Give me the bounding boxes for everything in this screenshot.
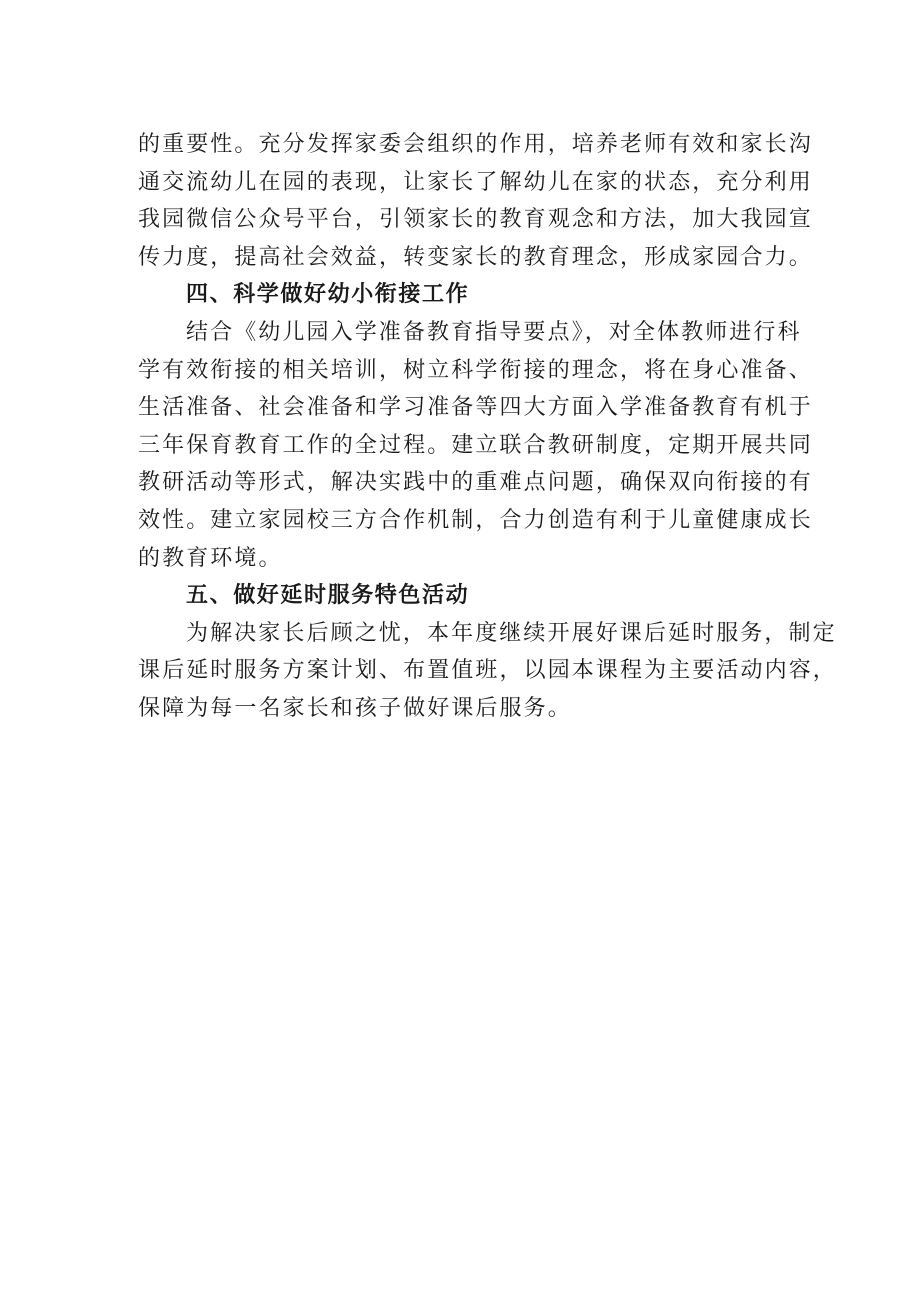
text-line: 为解决家长后顾之忧，本年度继续开展好课后延时服务，制定 bbox=[186, 620, 837, 646]
paragraph-after-school-service bbox=[138, 615, 837, 728]
text-line: 通交流幼儿在园的表现，让家长了解幼儿在家的状态，充分利用 bbox=[138, 169, 813, 195]
text-line: 学有效衔接的相关培训，树立科学衔接的理念，将在身心准备、 bbox=[138, 357, 813, 383]
text-line: 三年保育教育工作的全过程。建立联合教研制度，定期开展共同 bbox=[138, 432, 813, 458]
paragraph-transition bbox=[138, 314, 813, 577]
text-line: 的重要性。充分发挥家委会组织的作用，培养老师有效和家长沟 bbox=[138, 132, 813, 157]
text-line: 课后延时服务方案计划、布置值班，以园本课程为主要活动内容， bbox=[138, 658, 837, 684]
text-line: 我园微信公众号平台，引领家长的教育观念和方法，加大我园宣 bbox=[138, 207, 813, 233]
text-line: 保障为每一名家长和孩子做好课后服务。 bbox=[138, 695, 572, 721]
text-line: 生活准备、社会准备和学习准备等四大方面入学准备教育有机于 bbox=[138, 395, 813, 421]
text-line: 效性。建立家园校三方合作机制，合力创造有利于儿童健康成长 bbox=[138, 507, 813, 533]
text-line: 结合《幼儿园入学准备教育指导要点》，对全体教师进行科 bbox=[186, 319, 802, 345]
text-line: 传力度，提高社会效益，转变家长的教育理念，形成家园合力。 bbox=[138, 244, 813, 270]
section-heading-4: 四、科学做好幼小衔接工作 bbox=[186, 282, 470, 308]
text-line: 的教育环境。 bbox=[138, 545, 283, 571]
paragraph-family-cooperation bbox=[138, 126, 813, 276]
section-heading-5: 五、做好延时服务特色活动 bbox=[186, 583, 470, 609]
document-body bbox=[138, 126, 837, 728]
text-line: 教研活动等形式，解决实践中的重难点问题，确保双向衔接的有 bbox=[138, 470, 813, 496]
